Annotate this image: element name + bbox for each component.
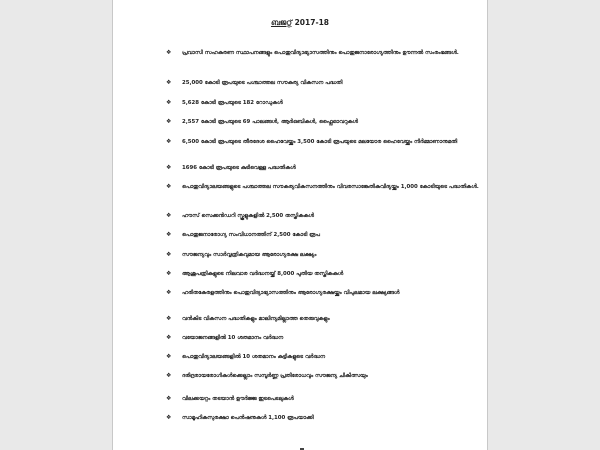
list-item-text: 1696 കോടി രൂപയുടെ കുടിവെള്ള പദ്ധതികൾ xyxy=(182,165,296,171)
list-item-text: വയോജനങ്ങളിൽ 10 ശതമാനം വർദ്ധന xyxy=(182,335,284,341)
list-item-text: 6,500 കോടി രൂപയുടെ തീരദേശ ഹൈവേയ്ക്കും 3,500 കോടി രൂപയുടെ മലയോര ഹൈവേയ്ക്കും നിർമ്മാണാനുമതി xyxy=(182,139,458,145)
list-item xyxy=(166,183,482,191)
diamond-bullet-icon: ❖ xyxy=(166,231,172,238)
diamond-bullet-icon: ❖ xyxy=(166,270,172,277)
diamond-bullet-icon: ❖ xyxy=(166,212,172,219)
list-item xyxy=(166,138,482,146)
diamond-bullet-icon: ❖ xyxy=(166,79,172,86)
list-item xyxy=(166,289,482,297)
diamond-bullet-icon: ❖ xyxy=(166,353,172,360)
list-item-text: വൻകിട വികസന പദ്ധതികളും മാലിന്യമില്ലാത്ത തെരുവുകളും xyxy=(182,316,330,322)
list-item-text: പൊതുജനാരോഗ്യ സംവിധാനത്തിന് 2,500 കോടി രൂപ xyxy=(182,232,320,238)
list-item-text: ഹരിതകേരളത്തിനും പൊതുവിദ്യാഭ്യാസത്തിനും ആരോഗ്യരക്ഷയ്ക്കും വിപുലമായ ലക്ഷ്യങ്ങൾ xyxy=(182,290,400,296)
list-item-text: ദരിദ്രരായരോഗികൾക്കെല്ലാം സമ്പൂർണ്ണ പ്രതിരോധവും സൗജന്യ ചികിത്സയും xyxy=(182,373,368,379)
list-item-text: സാമൂഹികസുരക്ഷാ പെൻഷനുകൾ 1,100 രൂപയാക്കി xyxy=(182,415,314,421)
title-year: 2017-18 xyxy=(294,18,330,27)
list-item xyxy=(166,270,482,278)
list-item-text: വിലക്കയറ്റം തടയാൻ ഊർജ്ജ ഇടപെടലുകൾ xyxy=(182,396,294,402)
list-item xyxy=(166,49,482,57)
list-item xyxy=(166,231,482,239)
diamond-bullet-icon: ❖ xyxy=(166,289,172,296)
list-item-text: 25,000 കോടി രൂപയുടെ പശ്ചാത്തല സൗകര്യ വികസന പദ്ധതി xyxy=(182,80,343,86)
diamond-bullet-icon: ❖ xyxy=(166,334,172,341)
diamond-bullet-icon: ❖ xyxy=(166,118,172,125)
page-title xyxy=(113,18,487,28)
list-item-text: 2,557 കോടി രൂപയുടെ 69 പാലങ്ങൾ, ആർഒബികൾ, ഫ്ലൈഓവറുകൾ xyxy=(182,119,358,125)
list-item xyxy=(166,164,482,172)
list-item xyxy=(166,251,482,259)
diamond-bullet-icon: ❖ xyxy=(166,183,172,190)
list-item-text: പൊതുവിദ്യാലയങ്ങളിൽ 10 ശതമാനം കുട്ടികളുടെ വർദ്ധന xyxy=(182,354,326,360)
list-item xyxy=(166,118,482,126)
diamond-bullet-icon: ❖ xyxy=(166,49,172,56)
diamond-bullet-icon: ❖ xyxy=(166,372,172,379)
list-item xyxy=(166,315,482,323)
list-item xyxy=(166,372,482,380)
document-page xyxy=(112,0,488,450)
list-item xyxy=(166,212,482,220)
diamond-bullet-icon: ❖ xyxy=(166,315,172,322)
list-item-text: 5,628 കോടി രൂപയുടെ 182 റോഡുകൾ xyxy=(182,100,283,106)
diamond-bullet-icon: ❖ xyxy=(166,414,172,421)
diamond-bullet-icon: ❖ xyxy=(166,164,172,171)
list-item-text: ആശുപത്രികളുടെ നിലവാര വർദ്ധനയ്ക്ക് 8,000 പുതിയ തസ്തികകൾ xyxy=(182,271,344,277)
diamond-bullet-icon: ❖ xyxy=(166,99,172,106)
list-item-text: സൗജന്യവും സാർവ്വത്രികവുമായ ആരോഗ്യരക്ഷ ലക്ഷ്യം xyxy=(182,252,317,258)
list-item-text: പൊതുവിദ്യാലയങ്ങളുടെ പശ്ചാത്തല സൗകര്യവികസനത്തിനും വിവരസാങ്കേതികവിദ്യയ്ക്കും 1,000 കോടിയുടെ പദ്ധതികൾ. xyxy=(182,184,479,190)
list-item-text: പ്രവാസി സഹകരണ സ്ഥാപനങ്ങളും പൊതുവിദ്യാഭ്യാസത്തിനും പൊതുജനാരോഗ്യത്തിനും ഊന്നൽ സംരംഭങ്ങൾ. xyxy=(182,50,459,56)
list-item xyxy=(166,414,482,422)
title-word: ബജറ്റ് xyxy=(270,18,292,27)
diamond-bullet-icon: ❖ xyxy=(166,138,172,145)
list-item xyxy=(166,79,482,87)
diamond-bullet-icon: ❖ xyxy=(166,395,172,402)
list-item-text: ഹൗസ് സെക്കൻഡറി സ്കൂളുകളിൽ 2,500 തസ്തികകൾ xyxy=(182,213,314,219)
list-item xyxy=(166,395,482,403)
diamond-bullet-icon: ❖ xyxy=(166,251,172,258)
list-item xyxy=(166,353,482,361)
list-item xyxy=(166,99,482,107)
list-item xyxy=(166,334,482,342)
